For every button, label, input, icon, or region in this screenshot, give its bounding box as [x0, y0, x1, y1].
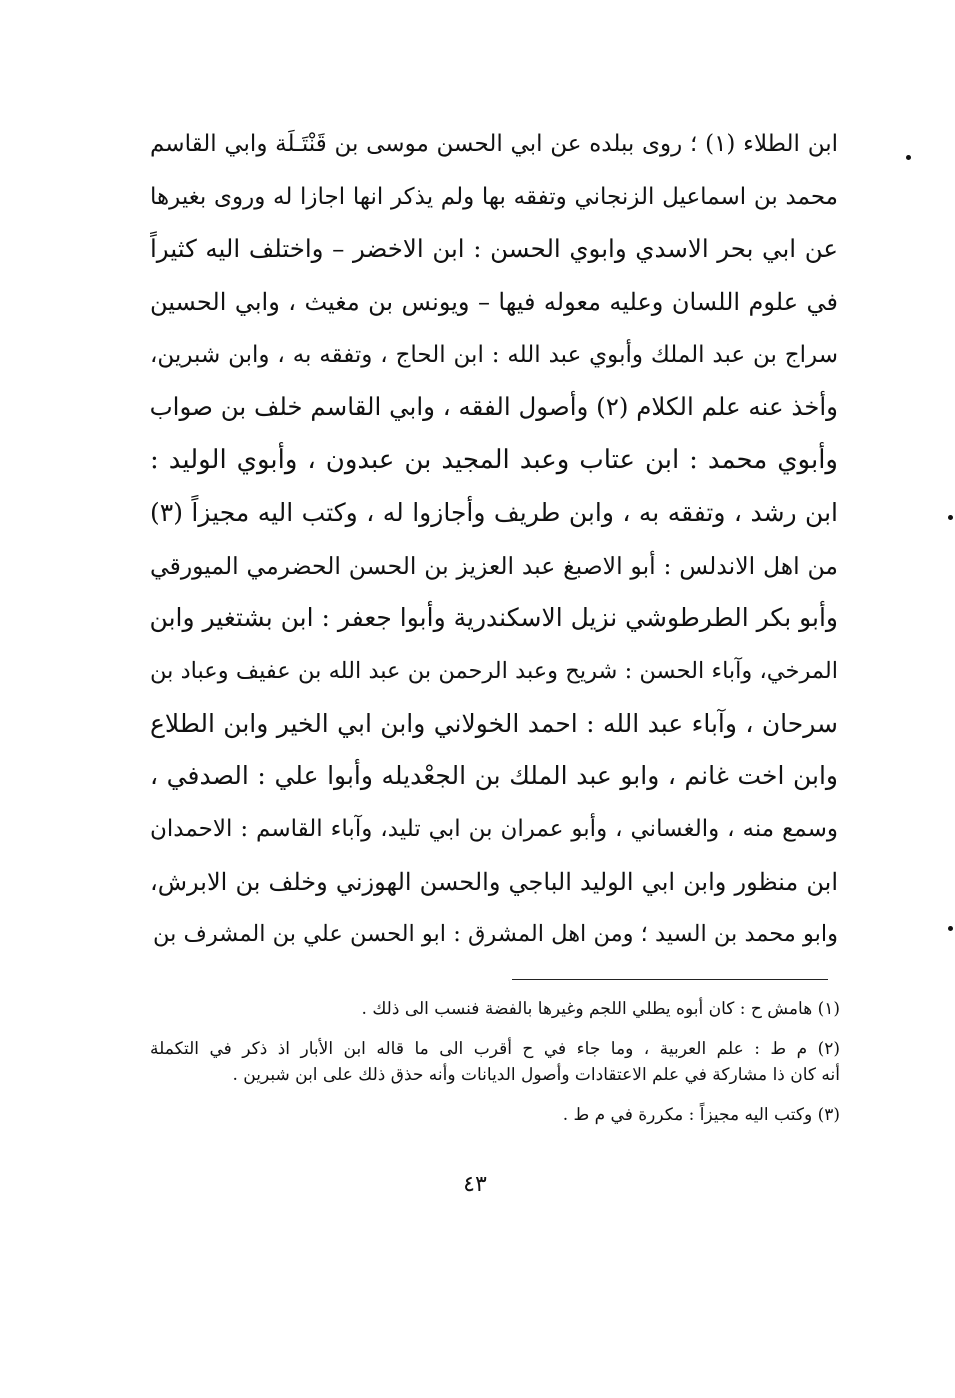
text-line: عن ابي بحر الاسدي وابوي الحسن : ابن الاخضر – واختلف اليه كثيراً	[150, 234, 838, 264]
main-text	[150, 118, 838, 961]
margin-dot	[948, 515, 953, 520]
text-line: سراج بن عبد الملك وأبوي عبد الله : ابن الحاج ، وتفقه به ، وابن شبرين،	[150, 341, 838, 368]
footnote-3: (٣) وكتب اليه مجيزاً : مكررة في م ط .	[562, 1105, 840, 1125]
text-line: وابو محمد بن السيد ؛ ومن اهل المشرق : ابو الحسن علي بن المشرف بن	[153, 921, 838, 948]
text-line: وأبو بكر الطرطوشي نزيل الاسكندرية وأبوا جعفر : ابن بشتغير وابن	[150, 603, 838, 633]
margin-dot	[948, 926, 953, 931]
text-line: وسمع منه ، والغساني ، وأبو عمران بن ابي تليد، وآباء القاسم : الاحمدان	[150, 815, 838, 842]
text-line: ابن الطلاء (١) ؛ روى ببلده عن ابي الحسن موسى بن قَنْتَـلَة وابي القاسم	[150, 131, 838, 157]
footnote-1: (١) هامش ح : كان أبوه يطلي اللجم وغيرها بالفضة فنسب الى ذلك .	[361, 999, 840, 1019]
text-line: في علوم اللسان وعليه معوله فيها – ويونس بن مغيث ، وابي الحسين	[150, 288, 838, 317]
text-line: محمد بن اسماعيل الزنجاني وتفقه بها ولم يذكر انها اجازا له وروى بغيرها	[150, 183, 838, 210]
footnote-2-line-2: أنه كان ذا مشاركة في علم الاعتقادات وأصول الديانات وأنه حذق ذلك على ابن شبرين .	[232, 1065, 840, 1085]
text-line: سرحان ، وآباء عبد الله : احمد الخولاني وابن ابي الخير وابن الطلاع	[150, 708, 838, 738]
page-number: ٤٣	[463, 1172, 487, 1197]
text-line: ابن رشد ، وتفقه به ، وابن طريف وأجازوا له ، وكتب اليه مجيزاً (٣)	[150, 497, 838, 527]
footnotes	[150, 996, 840, 1128]
text-line: من اهل الاندلس : أبو الاصبغ عبد العزيز بن الحسن الحضرمي الميورقي	[150, 551, 838, 580]
text-line: وأخذ عنه علم الكلام (٢) وأصول الفقه ، وابي القاسم خلف بن صواب	[150, 392, 838, 422]
text-line: وأبوي محمد : ابن عتاب وعبد المجيد بن عبدون ، وأبوي الوليد :	[150, 445, 838, 476]
footnote-2-line-1: (٢) م ط : علم العربية ، وما جاء في ح أقرب الى ما قاله ابن الأبار اذ ذكر في التكملة	[150, 1039, 840, 1059]
text-line: ابن منظور وابن ابي الوليد الباجي والحسن الهوزني وخلف بن الابرش،	[150, 867, 838, 896]
margin-dot	[906, 155, 911, 160]
text-line: وابن اخت غانم ، وابو عبد الملك بن الجعْديله وأبوا علي : الصدفي ،	[150, 761, 838, 791]
text-line: المرخي، وآباء الحسن : شريح وعبد الرحمن بن عبد الله بن عفيف وعباد بن	[150, 657, 838, 684]
footnote-divider	[512, 979, 828, 980]
